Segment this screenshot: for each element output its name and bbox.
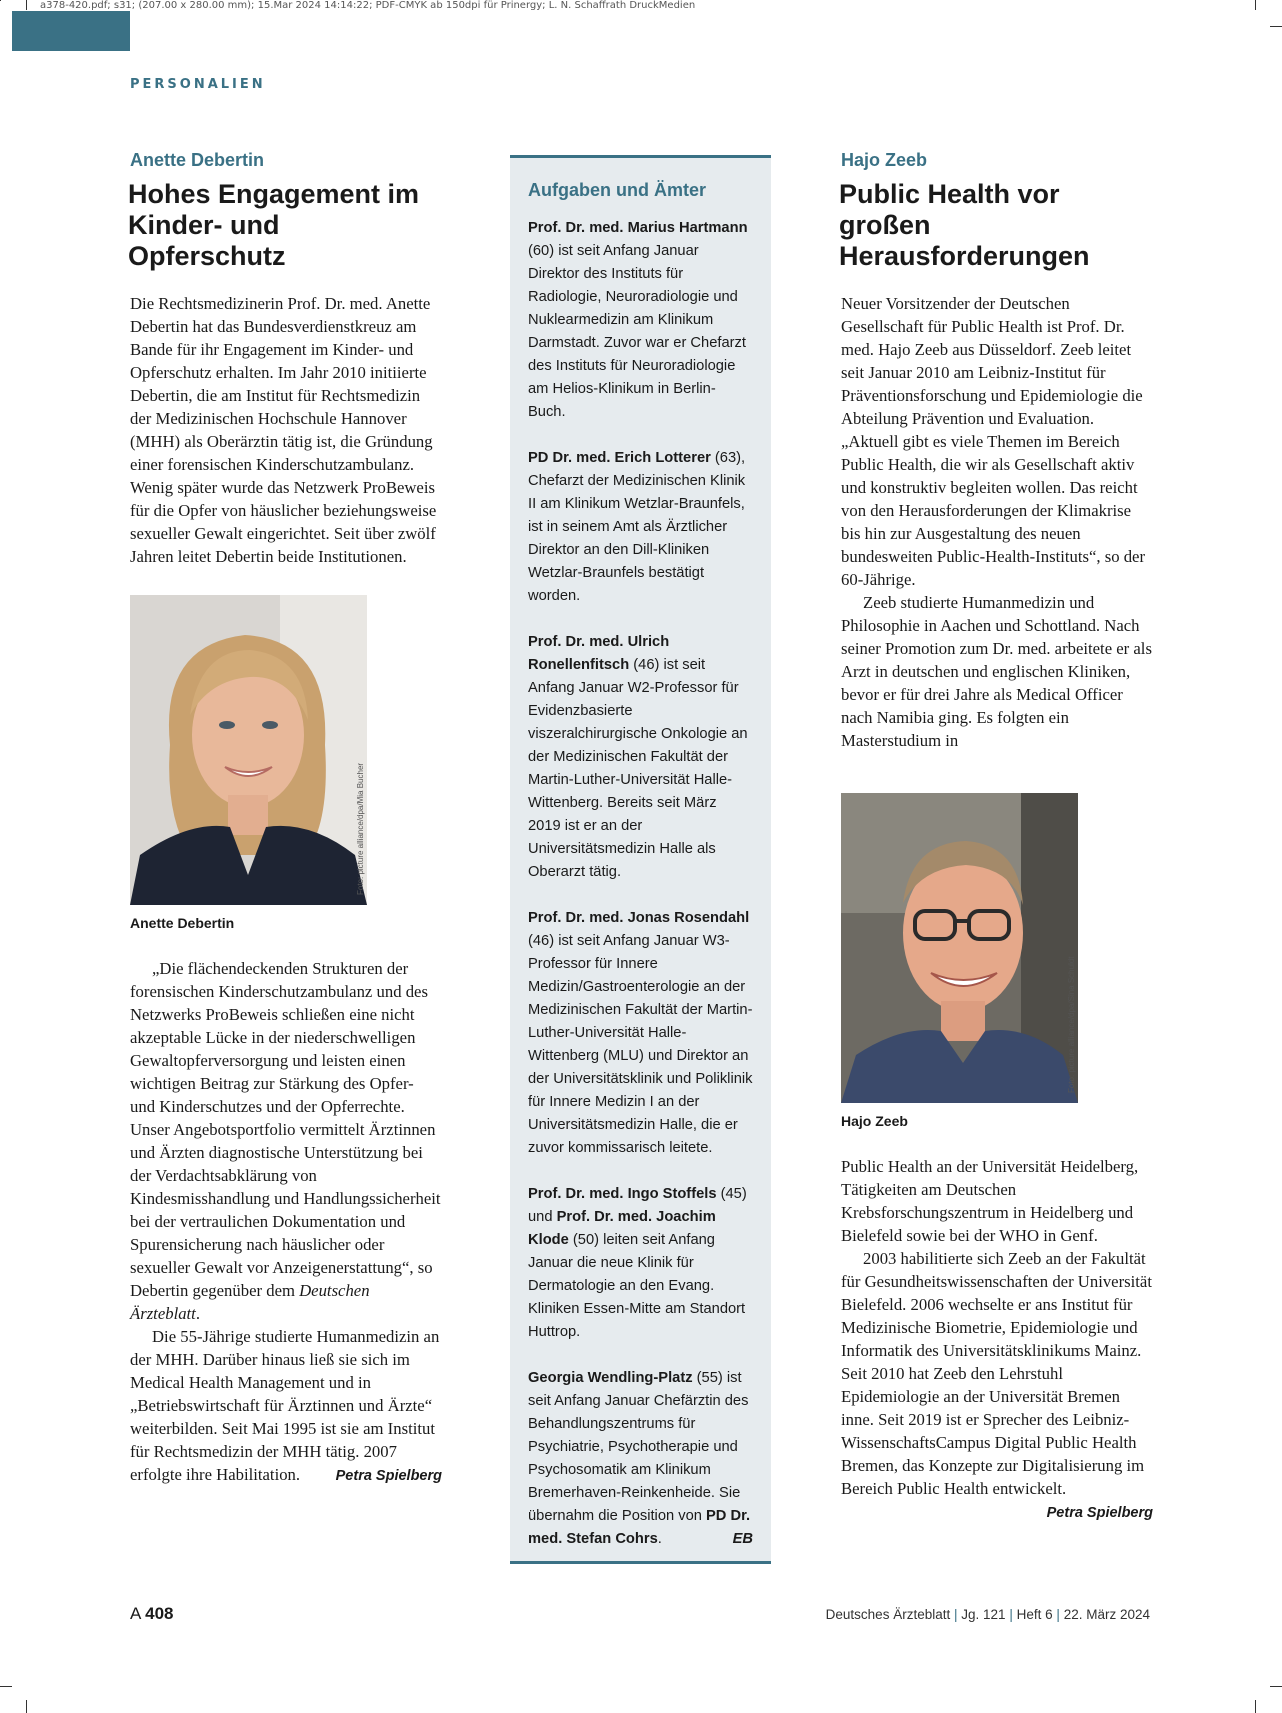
crop-mark xyxy=(1255,1700,1256,1713)
separator: | xyxy=(1056,1607,1060,1622)
person-name: Georgia Wendling-Platz xyxy=(528,1370,693,1386)
entry-text: (46) ist seit Anfang Januar W2-Professor für Evidenzbasierte viszeralchirurgische Onkologie an der Medizinischen Fakultät der Martin-Luther-Universität Halle-Wittenberg. Bereits seit März 2019 ist er an der Universitätsmedizin Halle als Oberarzt tätig. xyxy=(528,657,748,880)
sidebar-title: Aufgaben und Ämter xyxy=(528,180,706,200)
publication-name: Deutschen Ärzteblatt xyxy=(130,1281,370,1323)
left-paragraph-3-text: Die 55-Jährige studierte Humanmedizin an der MHH. Darüber hinaus ließ sie sich im Medical Health Management und in „Betriebswirtschaft für Ärztinnen und Ärzte“ weiterbilden. Seit Mai 1995 ist sie am Institut für Rechtsmedizin der MHH tätig. 2007 erfolgte ihre Habilitation. xyxy=(130,1327,440,1484)
entry-text: . xyxy=(657,1531,662,1547)
page-number xyxy=(130,1604,174,1624)
entry-text: (46) ist seit Anfang Januar W3-Professor für Innere Medizin/Gastroenterologie an der Medizinischen Fakultät der Martin-Luther-Universität Halle-Wittenberg (MLU) und Direktor an der Universitätsklinik und Poliklinik für Innere Medizin I an der Universitätsmedizin Halle, die er zuvor kommissarisch leitete. xyxy=(528,933,753,1156)
journal-date: 22. März 2024 xyxy=(1063,1607,1150,1622)
color-bar xyxy=(12,11,130,51)
photo-caption: Hajo Zeeb xyxy=(841,1113,908,1129)
entry-text: (45) und xyxy=(528,1186,747,1225)
right-headline-line1: Public Health vor großen xyxy=(839,179,1060,240)
page-prefix: A xyxy=(130,1604,141,1623)
journal-info xyxy=(826,1607,1150,1622)
left-byline: Petra Spielberg xyxy=(335,1468,442,1484)
section-label: PERSONALIEN xyxy=(130,77,266,92)
sidebar-entry xyxy=(528,447,753,608)
sidebar-entry xyxy=(528,907,753,1160)
portrait-image xyxy=(130,595,367,905)
photo-caption: Anette Debertin xyxy=(130,915,235,931)
entry-text: (63), Chefarzt der Medizinischen Klinik II am Klinikum Wetzlar-Braunfels, ist in seinem Amt als Ärztlicher Direktor an den Dill-Kliniken Wetzlar-Braunfels bestätigt worden. xyxy=(528,450,746,604)
left-headline-line2: Kinder- und Opferschutz xyxy=(128,210,286,271)
sidebar-entry xyxy=(528,217,753,424)
left-paragraph-2 xyxy=(130,957,442,1325)
left-kicker: Anette Debertin xyxy=(130,150,265,170)
crop-mark xyxy=(1270,26,1282,27)
right-headline xyxy=(839,179,1153,272)
right-paragraph-3: Public Health an der Universität Heidelberg, Tätigkeiten am Deutschen Krebsforschungszentrum in Heidelberg und Bielefeld sowie bei der WHO in Genf. xyxy=(841,1157,1139,1245)
person-name: PD Dr. med. Stefan Cohrs xyxy=(528,1508,751,1547)
sidebar-entry xyxy=(528,631,753,884)
left-headline-line1: Hohes Engagement im xyxy=(128,179,420,209)
journal-volume: Jg. 121 xyxy=(961,1607,1006,1622)
entry-text: (60) ist seit Anfang Januar Direktor des Instituts für Radiologie, Neuroradiologie und Nuklearmedizin am Klinikum Darmstadt. Zuvor war er Chefarzt des Instituts für Neuroradiologie am Helios-Klinikum in Berlin-Buch. xyxy=(528,243,746,420)
photo-anette-debertin xyxy=(130,595,367,905)
entry-text: (50) leiten seit Anfang Januar die neue Klinik für Dermatologie an den Evang. Kliniken Essen-Mitte am Standort Huttrop. xyxy=(528,1232,746,1340)
crop-mark xyxy=(1270,1686,1282,1687)
right-kicker: Hajo Zeeb xyxy=(841,150,928,170)
right-byline: Petra Spielberg xyxy=(1046,1505,1153,1521)
right-headline-line2: Herausforderungen xyxy=(839,241,1090,271)
author-initials: EB xyxy=(732,1531,753,1547)
person-name: PD Dr. med. Erich Lotterer xyxy=(528,450,711,466)
page-number-value: 408 xyxy=(145,1604,174,1623)
photo-credit: Foto: picture alliance/dpa/Mia Bucher xyxy=(356,762,365,895)
portrait-image xyxy=(841,793,1078,1103)
sidebar-aufgaben xyxy=(510,155,771,1564)
person-name: Prof. Dr. med. Marius Hartmann xyxy=(528,220,748,236)
left-headline xyxy=(128,179,442,272)
person-name: Prof. Dr. med. Joachim Klode xyxy=(528,1209,716,1248)
print-header: a378-420.pdf; s31; (207.00 x 280.00 mm); 15.Mar 2024 14:14:22; PDF-CMYK ab 150dpi für Prinergy; L. N. Schaffrath DruckMedien xyxy=(40,0,696,11)
crop-mark xyxy=(26,1700,27,1713)
sidebar-entry xyxy=(528,1367,753,1551)
left-article xyxy=(130,150,442,1488)
right-paragraph-4-text: 2003 habilitierte sich Zeeb an der Fakultät für Gesundheitswissenschaften der Universität Bielefeld. 2006 wechselte er ans Institut für Medizinische Biometrie, Epidemiologie und Informatik des Universitätsklinikums Mainz. Seit 2010 hat Zeeb den Lehrstuhl Epidemiologie an der Universität Bremen inne. Seit 2019 ist er Sprecher des Leibniz-WissenschaftsCampus Digital Public Health Bremen, das Konzepte zur Digitalisierung im Bereich Public Health entwickelt. xyxy=(841,1249,1152,1498)
crop-mark xyxy=(26,0,27,10)
right-paragraph-1: Neuer Vorsitzender der Deutschen Gesellschaft für Public Health ist Prof. Dr. med. Hajo Zeeb aus Düsseldorf. Zeeb leitet seit Januar 2010 am Leibniz-Institut für Präventionsforschung und Epidemiologie die Abteilung Prävention und Evaluation. „Aktuell gibt es viele Themen im Bereich Public Health, die wir als Gesellschaft aktiv und konstruktiv begleiten wollen. Das reicht von den Herausforderungen der Klimakrise bis hin zur Ausgestaltung des neuen bundesweiten Public-Health-Instituts“, so der 60-Jährige. xyxy=(841,294,1146,589)
photo-hajo-zeeb xyxy=(841,793,1078,1103)
left-paragraph-1: Die Rechtsmedizinerin Prof. Dr. med. Anette Debertin hat das Bundesverdienstkreuz am Bande für ihr Engagement im Kinder- und Opferschutz erhalten. Im Jahr 2010 initiierte Debertin, die am Institut für Rechtsmedizin der Medizinischen Hochschule Hannover (MHH) als Oberärztin tätig ist, die Gründung einer forensischen Kinderschutzambulanz. Wenig später wurde das Netzwerk ProBeweis für die Opfer von häuslicher beziehungsweise sexueller Gewalt eingerichtet. Seit über zwölf Jahren leitet Debertin beide Institutionen. xyxy=(130,294,437,566)
left-paragraph-2-text: „Die flächendeckenden Strukturen der forensischen Kinderschutzambulanz und des Netzwerks ProBeweis schließen eine nicht akzeptable Lücke in der niederschwelligen Gewaltopferversorgung und leisten einen wichtigen Beitrag zur Stärkung des Opfer- und Kinderschutzes und der Opferrechte. Unser Angebotsportfolio vermittelt Ärztinnen und Ärzten diagnostische Unterstützung bei der Verdachtsabklärung von Kindesmisshandlung und Handlungssicherheit bei der vertraulichen Dokumentation und Spurensicherung nach häuslicher oder sexueller Gewalt vor Anzeigenerstattung“, so Debertin gegenüber dem xyxy=(130,959,441,1300)
journal-issue: Heft 6 xyxy=(1016,1607,1053,1622)
person-name: Prof. Dr. med. Ingo Stoffels xyxy=(528,1186,717,1202)
journal-name: Deutsches Ärzteblatt xyxy=(825,1607,951,1622)
photo-credit: Foto: picture alliance/dpa/Sina Schuldt xyxy=(1067,956,1076,1093)
separator: | xyxy=(953,1607,958,1622)
separator: | xyxy=(1009,1607,1013,1622)
right-paragraph-2: Zeeb studierte Humanmedizin und Philosophie in Aachen und Schottland. Nach seiner Promotion zum Dr. med. arbeitete er als Arzt in deutschen und englischen Kliniken, bevor er für drei Jahre als Medical Officer nach Namibia ging. Es folgten ein Masterstudium in xyxy=(841,593,1152,750)
person-name: Prof. Dr. med. Ulrich Ronellenfitsch xyxy=(528,634,670,673)
crop-mark xyxy=(0,1686,12,1687)
left-paragraph-3 xyxy=(130,1325,442,1486)
right-article xyxy=(841,150,1153,1525)
sidebar-entry xyxy=(528,1183,753,1344)
entry-text: (55) ist seit Anfang Januar Chefärztin des Behandlungszentrums für Psychiatrie, Psychotherapie und Psychosomatik am Klinikum Bremerhaven-Reinkenheide. Sie übernahm die Position von xyxy=(528,1370,749,1524)
crop-mark xyxy=(1255,0,1256,10)
left-paragraph-2-end: . xyxy=(195,1304,200,1323)
person-name: Prof. Dr. med. Jonas Rosendahl xyxy=(528,910,750,926)
right-paragraph-4 xyxy=(841,1247,1153,1521)
